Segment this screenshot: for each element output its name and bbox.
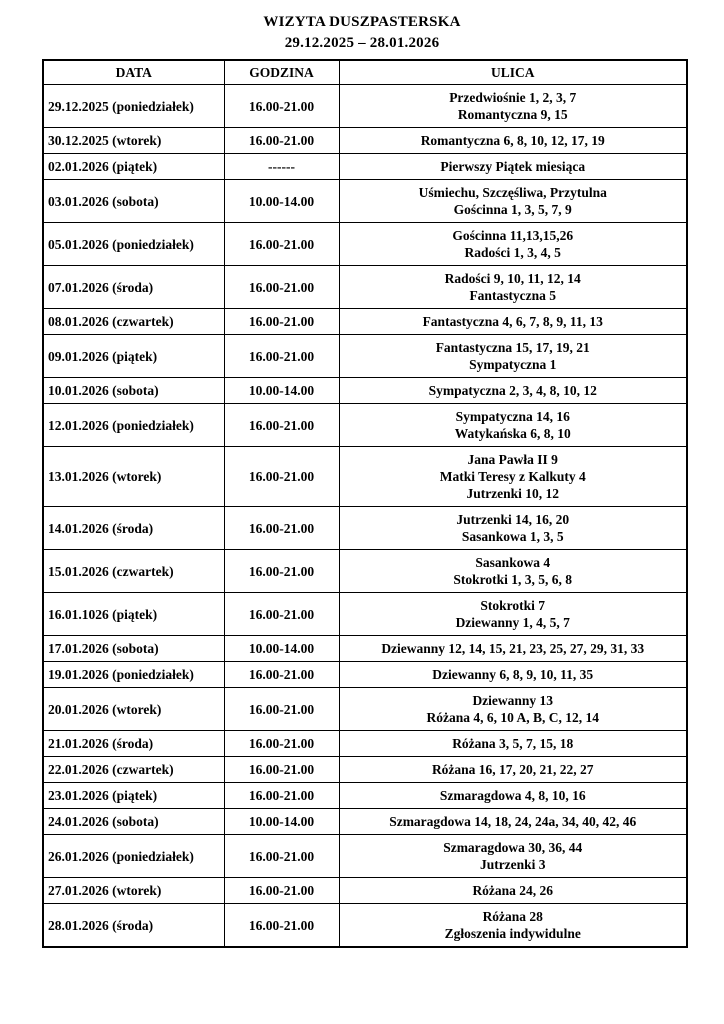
date-cell: 20.01.2026 (wtorek): [43, 688, 224, 731]
table-row: [43, 85, 687, 128]
date-cell: 15.01.2026 (czwartek): [43, 550, 224, 593]
table-row: [43, 266, 687, 309]
date-cell: 22.01.2026 (czwartek): [43, 757, 224, 783]
street-cell: [339, 757, 687, 783]
date-cell: 30.12.2025 (wtorek): [43, 128, 224, 154]
street-line: Szmaragdowa 30, 36, 44: [443, 840, 583, 855]
table-row: [43, 309, 687, 335]
table-row: [43, 904, 687, 948]
date-cell: 07.01.2026 (środa): [43, 266, 224, 309]
date-cell: 19.01.2026 (poniedziałek): [43, 662, 224, 688]
time-cell: 16.00-21.00: [224, 835, 339, 878]
time-cell: 16.00-21.00: [224, 507, 339, 550]
street-cell: [339, 447, 687, 507]
time-cell: ------: [224, 154, 339, 180]
date-cell: 13.01.2026 (wtorek): [43, 447, 224, 507]
document-title: WIZYTA DUSZPASTERSKA: [263, 14, 461, 30]
street-line: Dziewanny 1, 4, 5, 7: [455, 615, 570, 630]
street-line: Romantyczna 9, 15: [457, 107, 568, 122]
street-line: Dziewanny 6, 8, 9, 10, 11, 35: [432, 667, 594, 682]
street-line: Radości 9, 10, 11, 12, 14: [444, 271, 581, 286]
street-line: Gościnna 11,13,15,26: [452, 228, 574, 243]
street-cell: [339, 904, 687, 948]
street-line: Różana 4, 6, 10 A, B, C, 12, 14: [426, 710, 599, 725]
street-cell: [339, 128, 687, 154]
table-row: [43, 757, 687, 783]
table-row: [43, 731, 687, 757]
schedule-table-body: [43, 85, 687, 948]
street-cell: [339, 404, 687, 447]
street-line: Uśmiechu, Szczęśliwa, Przytulna: [418, 185, 607, 200]
table-row: [43, 593, 687, 636]
street-line: Dziewanny 13: [472, 693, 554, 708]
time-cell: 16.00-21.00: [224, 662, 339, 688]
table-row: [43, 878, 687, 904]
street-cell: [339, 266, 687, 309]
table-row: [43, 447, 687, 507]
time-cell: 16.00-21.00: [224, 309, 339, 335]
date-cell: 21.01.2026 (środa): [43, 731, 224, 757]
street-line: Romantyczna 6, 8, 10, 12, 17, 19: [420, 133, 605, 148]
street-line: Radości 1, 3, 4, 5: [464, 245, 561, 260]
street-cell: [339, 662, 687, 688]
street-cell: [339, 835, 687, 878]
street-cell: [339, 593, 687, 636]
time-cell: 16.00-21.00: [224, 593, 339, 636]
date-cell: 29.12.2025 (poniedziałek): [43, 85, 224, 128]
time-cell: 16.00-21.00: [224, 128, 339, 154]
table-row: [43, 404, 687, 447]
street-cell: [339, 154, 687, 180]
time-cell: 16.00-21.00: [224, 757, 339, 783]
time-cell: 16.00-21.00: [224, 878, 339, 904]
street-line: Sasankowa 4: [475, 555, 551, 570]
street-line: Watykańska 6, 8, 10: [454, 426, 571, 441]
date-cell: 02.01.2026 (piątek): [43, 154, 224, 180]
street-cell: [339, 223, 687, 266]
street-line: Szmaragdowa 14, 18, 24, 24a, 34, 40, 42, 46: [389, 814, 637, 829]
street-line: Jutrzenki 10, 12: [466, 486, 560, 501]
date-cell: 12.01.2026 (poniedziałek): [43, 404, 224, 447]
time-cell: 16.00-21.00: [224, 731, 339, 757]
time-cell: 16.00-21.00: [224, 447, 339, 507]
street-line: Różana 3, 5, 7, 15, 18: [452, 736, 574, 751]
street-line: Fantastyczna 4, 6, 7, 8, 9, 11, 13: [422, 314, 603, 329]
date-cell: 24.01.2026 (sobota): [43, 809, 224, 835]
street-cell: [339, 85, 687, 128]
date-cell: 17.01.2026 (sobota): [43, 636, 224, 662]
street-line: Jana Pawła II 9: [467, 452, 558, 467]
street-line: Dziewanny 12, 14, 15, 21, 23, 25, 27, 29, 31, 33: [381, 641, 645, 656]
street-line: Sasankowa 1, 3, 5: [461, 529, 564, 544]
street-line: Pierwszy Piątek miesiąca: [440, 159, 586, 174]
street-line: Fantastyczna 5: [469, 288, 557, 303]
street-cell: [339, 783, 687, 809]
time-cell: 10.00-14.00: [224, 180, 339, 223]
street-line: Fantastyczna 15, 17, 19, 21: [435, 340, 590, 355]
date-cell: 26.01.2026 (poniedziałek): [43, 835, 224, 878]
table-row: [43, 636, 687, 662]
schedule-table: [42, 59, 688, 948]
table-row: [43, 180, 687, 223]
street-cell: [339, 507, 687, 550]
date-cell: 10.01.2026 (sobota): [43, 378, 224, 404]
time-cell: 16.00-21.00: [224, 550, 339, 593]
table-row: [43, 223, 687, 266]
table-row: [43, 783, 687, 809]
table-row: [43, 128, 687, 154]
date-cell: 09.01.2026 (piątek): [43, 335, 224, 378]
street-line: Zgłoszenia indywidulne: [444, 926, 581, 941]
time-cell: 16.00-21.00: [224, 266, 339, 309]
street-line: Gościnna 1, 3, 5, 7, 9: [453, 202, 572, 217]
header-ulica: ULICA: [339, 60, 687, 85]
street-cell: [339, 550, 687, 593]
time-cell: 16.00-21.00: [224, 783, 339, 809]
header-row: [43, 60, 687, 85]
time-cell: 16.00-21.00: [224, 404, 339, 447]
document-date-range: 29.12.2025 – 28.01.2026: [284, 35, 440, 51]
street-line: Sympatyczna 1: [469, 357, 557, 372]
street-line: Różana 16, 17, 20, 21, 22, 27: [431, 762, 594, 777]
street-cell: [339, 688, 687, 731]
time-cell: 16.00-21.00: [224, 335, 339, 378]
street-line: Szmaragdowa 4, 8, 10, 16: [439, 788, 586, 803]
street-line: Stokrotki 7: [480, 598, 546, 613]
table-row: [43, 662, 687, 688]
time-cell: 16.00-21.00: [224, 223, 339, 266]
street-line: Matki Teresy z Kalkuty 4: [439, 469, 586, 484]
street-cell: [339, 180, 687, 223]
time-cell: 10.00-14.00: [224, 378, 339, 404]
street-line: Stokrotki 1, 3, 5, 6, 8: [453, 572, 573, 587]
time-cell: 10.00-14.00: [224, 809, 339, 835]
table-row: [43, 507, 687, 550]
street-line: Przedwiośnie 1, 2, 3, 7: [449, 90, 577, 105]
date-cell: 28.01.2026 (środa): [43, 904, 224, 948]
street-cell: [339, 378, 687, 404]
table-row: [43, 550, 687, 593]
header-data: DATA: [43, 60, 224, 85]
table-row: [43, 809, 687, 835]
street-line: Różana 24, 26: [472, 883, 554, 898]
date-cell: 05.01.2026 (poniedziałek): [43, 223, 224, 266]
time-cell: 10.00-14.00: [224, 636, 339, 662]
table-row: [43, 378, 687, 404]
street-line: Jutrzenki 14, 16, 20: [456, 512, 570, 527]
time-cell: 16.00-21.00: [224, 688, 339, 731]
table-row: [43, 835, 687, 878]
date-cell: 14.01.2026 (środa): [43, 507, 224, 550]
table-row: [43, 335, 687, 378]
date-cell: 23.01.2026 (piątek): [43, 783, 224, 809]
street-line: Sympatyczna 14, 16: [455, 409, 570, 424]
date-cell: 03.01.2026 (sobota): [43, 180, 224, 223]
header-godzina: GODZINA: [224, 60, 339, 85]
street-cell: [339, 878, 687, 904]
time-cell: 16.00-21.00: [224, 904, 339, 948]
street-line: Różana 28: [482, 909, 543, 924]
street-cell: [339, 636, 687, 662]
date-cell: 16.01.1026 (piątek): [43, 593, 224, 636]
street-cell: [339, 335, 687, 378]
date-cell: 08.01.2026 (czwartek): [43, 309, 224, 335]
street-line: Jutrzenki 3: [479, 857, 546, 872]
table-row: [43, 154, 687, 180]
street-cell: [339, 309, 687, 335]
street-cell: [339, 731, 687, 757]
street-line: Sympatyczna 2, 3, 4, 8, 10, 12: [428, 383, 597, 398]
date-cell: 27.01.2026 (wtorek): [43, 878, 224, 904]
street-cell: [339, 809, 687, 835]
table-row: [43, 688, 687, 731]
schedule-table-head: [43, 60, 687, 85]
time-cell: 16.00-21.00: [224, 85, 339, 128]
